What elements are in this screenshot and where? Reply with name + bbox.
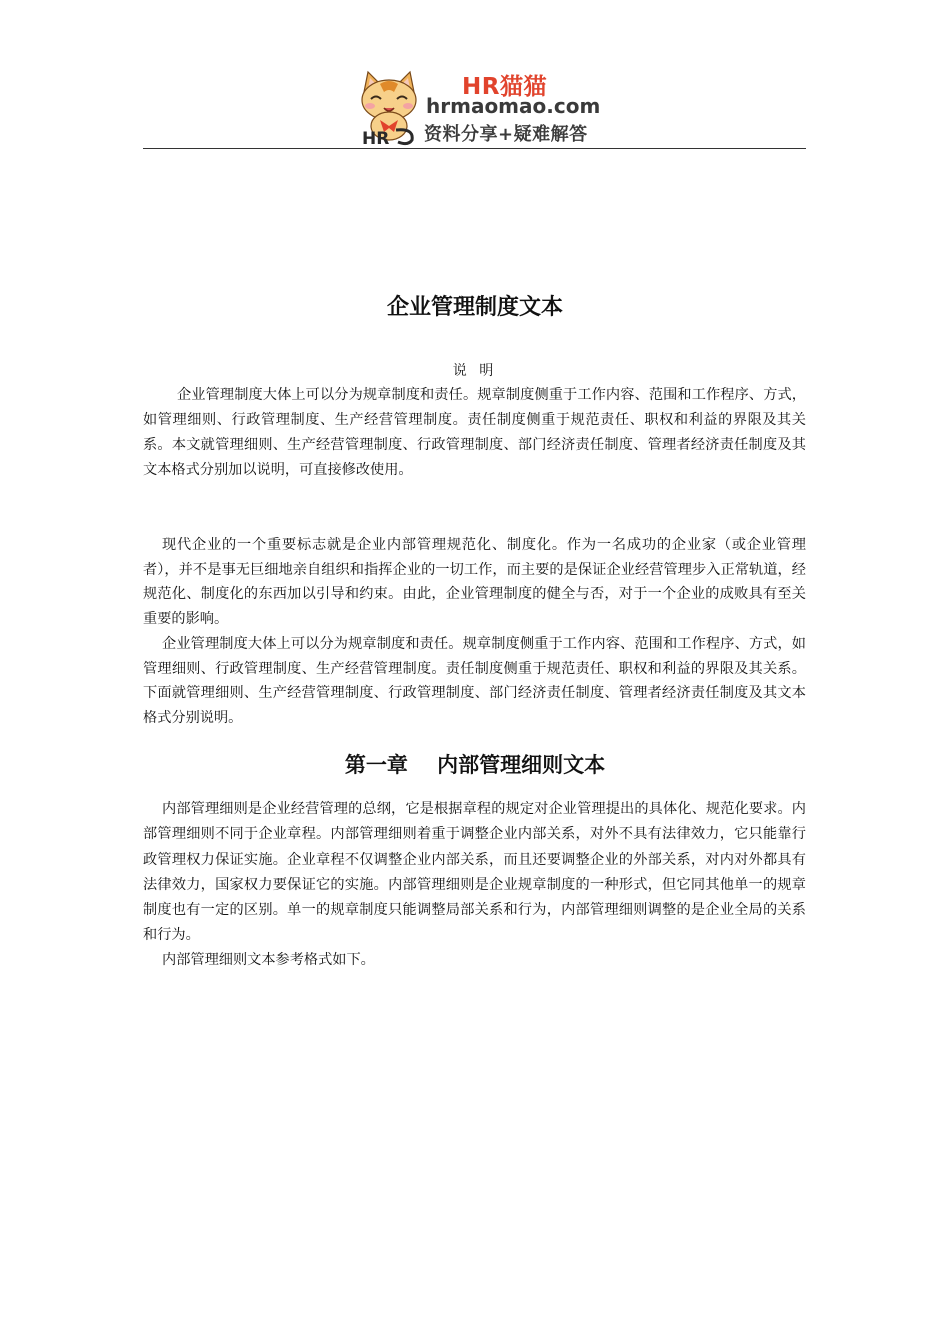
- brand-domain: hrmaomao.com: [426, 94, 601, 118]
- chapter-paragraph: 内部管理细则是企业经营管理的总纲，它是根据章程的规定对企业管理提出的具体化、规范化要求。内部管理细则不同于企业章程。内部管理细则着重于调整企业内部关系，对外不具有法律效力，它只能靠行政管理权力保证实施。企业章程不仅调整企业内部关系，而且还要调整企业的外部关系，对内对外都具有法律效力，国家权力要保证它的实施。内部管理细则是企业规章制度的一种形式，但它同其他单一的规章制度也有一定的区别。单一的规章制度只能调整局部关系和行为，内部管理细则调整的是企业全局的关系和行为。: [143, 801, 806, 944]
- header-divider: [143, 148, 806, 149]
- note-heading: 说 明: [452, 363, 498, 379]
- note-paragraph: 企业管理制度大体上可以分为规章制度和责任。规章制度侧重于工作内容、范围和工作程序、方式，如管理细则、行政管理制度、生产经营管理制度。责任制度侧重于规范责任、职权和利益的界限及其关系。本文就管理细则、生产经营管理制度、行政管理制度、部门经济责任制度、管理者经济责任制度及其文本格式分别加以说明，可直接修改使用。: [143, 387, 806, 478]
- chapter-title: 第一章 内部管理细则文本: [344, 753, 606, 777]
- svg-text:HR: HR: [362, 129, 390, 146]
- cat-mascot-icon: [358, 70, 420, 146]
- brand-tagline: 资料分享+疑难解答: [424, 124, 588, 145]
- chapter-paragraph: 内部管理细则文本参考格式如下。: [162, 952, 375, 968]
- intro-paragraph: 现代企业的一个重要标志就是企业内部管理规范化、制度化。作为一名成功的企业家（或企业管理者），并不是事无巨细地亲自组织和指挥企业的一切工作，而主要的是保证企业经营管理步入正常轨道，经规范化、制度化的东西加以引导和约束。由此，企业管理制度的健全与否，对于一个企业的成败具有至关重要的影响。: [143, 537, 806, 627]
- brand-name: HR猫猫: [462, 74, 547, 100]
- intro-paragraph: 企业管理制度大体上可以分为规章制度和责任。规章制度侧重于工作内容、范围和工作程序、方式，如管理细则、行政管理制度、生产经营管理制度。责任制度侧重于规范责任、职权和利益的界限及其关系。下面就管理细则、生产经营管理制度、行政管理制度、部门经济责任制度、管理者经济责任制度及其文本格式分别说明。: [143, 636, 806, 726]
- document-title: 企业管理制度文本: [386, 295, 563, 320]
- header-logo: [356, 66, 601, 148]
